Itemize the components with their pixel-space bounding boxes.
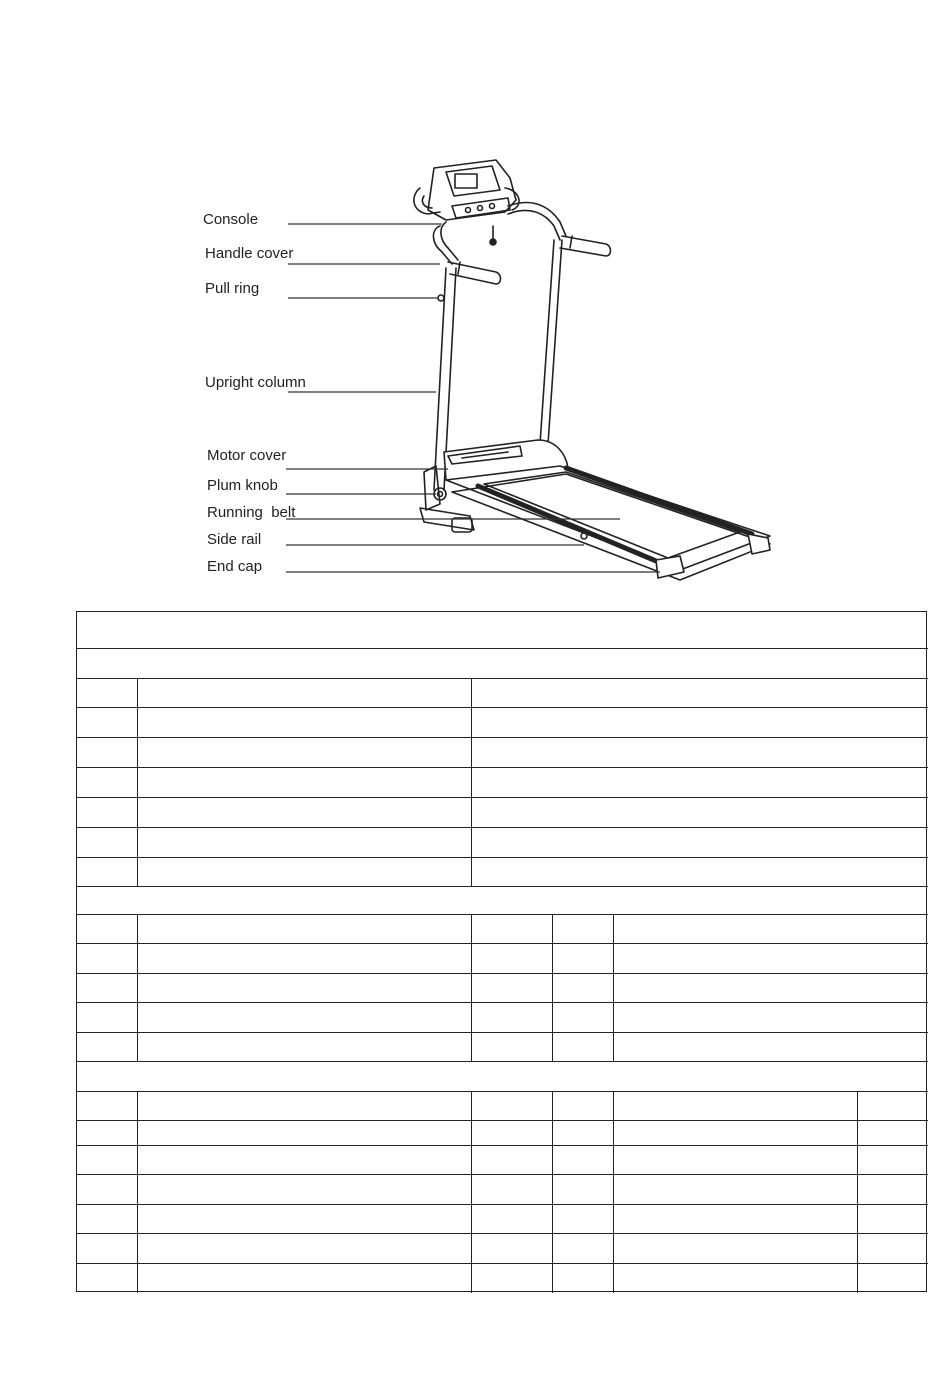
table-row-divider [77,1145,928,1146]
table-column-divider [613,1091,614,1293]
table-row-divider [77,827,928,828]
treadmill-illustration [0,0,950,600]
table-row-divider [77,973,928,974]
table-column-divider [613,914,614,1061]
table-column-divider [137,914,138,1061]
table-row-divider [77,1263,928,1264]
label-plum-knob: Plum knob [207,477,278,494]
table-row-divider [77,1120,928,1121]
table-row-divider [77,1091,928,1092]
table-column-divider [137,678,138,886]
table-row-divider [77,1061,928,1062]
table-row-divider [77,678,928,679]
label-side-rail: Side rail [207,531,262,548]
table-row-divider [77,707,928,708]
table-row-divider [77,943,928,944]
table-column-divider [471,1091,472,1293]
table-row-divider [77,1174,928,1175]
table-row-divider [77,1233,928,1234]
table-column-divider [137,1091,138,1293]
treadmill-diagram [0,0,950,600]
table-column-divider [471,914,472,1061]
label-console: Console [203,211,259,228]
table-row-divider [77,767,928,768]
label-upright-column: Upright column [205,374,306,391]
label-motor-cover: Motor cover [207,447,287,464]
table-column-divider [857,1091,858,1293]
table-column-divider [552,1091,553,1293]
table-row-divider [77,797,928,798]
label-end-cap: End cap [207,558,263,575]
table-column-divider [552,914,553,1061]
table-row-divider [77,1204,928,1205]
label-pull-ring: Pull ring [205,280,260,297]
spec-table [76,611,927,1292]
table-row-divider [77,886,928,887]
table-row-divider [77,737,928,738]
table-row-divider [77,857,928,858]
label-handle-cover: Handle cover [205,245,294,262]
table-column-divider [471,678,472,886]
table-row-divider [77,1032,928,1033]
label-running-belt: Running belt [207,504,296,521]
table-row-divider [77,914,928,915]
table-row-divider [77,1002,928,1003]
table-row-divider [77,648,928,649]
